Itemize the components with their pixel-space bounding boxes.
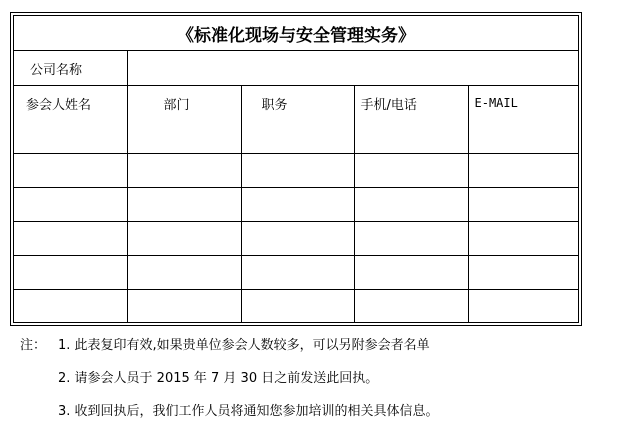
attendee-row [14,120,578,154]
note-item-3: 3. 收到回执后，我们工作人员将通知您参加培训的相关具体信息。 [58,404,439,419]
attendee-cell[interactable] [127,222,241,256]
registration-form-inner [13,15,579,323]
column-header-phone: 手机/电话 [354,86,468,121]
attendee-cell[interactable] [127,290,241,324]
attendee-cell[interactable] [127,256,241,290]
attendee-cell[interactable] [241,154,354,188]
attendee-cell[interactable] [354,120,468,154]
attendee-cell[interactable] [14,188,127,222]
attendee-cell[interactable] [468,188,578,222]
attendee-cell[interactable] [241,222,354,256]
registration-table [14,16,578,323]
attendee-row [14,290,578,324]
note-item-2: 2. 请参会人员于 2015 年 7 月 30 日之前发送此回执。 [58,371,379,386]
attendee-cell[interactable] [241,120,354,154]
company-name-field[interactable] [127,51,578,86]
attendee-cell[interactable] [354,154,468,188]
attendee-cell[interactable] [354,290,468,324]
attendee-cell[interactable] [354,256,468,290]
attendee-rows [14,120,578,323]
attendee-cell[interactable] [468,256,578,290]
column-header-department: 部门 [127,86,241,121]
attendee-row [14,154,578,188]
attendee-cell[interactable] [468,120,578,154]
form-title: 《标准化现场与安全管理实务》 [14,16,578,51]
attendee-row [14,188,578,222]
attendee-cell[interactable] [354,188,468,222]
attendee-cell[interactable] [14,290,127,324]
attendee-row [14,222,578,256]
attendee-cell[interactable] [127,154,241,188]
attendee-cell[interactable] [14,256,127,290]
attendee-cell[interactable] [14,120,127,154]
attendee-cell[interactable] [241,188,354,222]
column-header-name: 参会人姓名 [14,86,127,121]
attendee-cell[interactable] [127,188,241,222]
attendee-cell[interactable] [468,154,578,188]
attendee-row [14,256,578,290]
attendee-cell[interactable] [127,120,241,154]
notes-prefix: 注： [20,338,47,353]
column-header-email: E-MAIL [468,86,578,121]
attendee-cell[interactable] [14,154,127,188]
company-name-label: 公司名称 [14,51,127,86]
attendee-cell[interactable] [468,290,578,324]
note-item-1: 1. 此表复印有效,如果贵单位参会人数较多，可以另附参会者名单 [58,338,430,353]
column-header-position: 职务 [241,86,354,121]
attendee-cell[interactable] [468,222,578,256]
column-header-row [14,86,578,121]
attendee-cell[interactable] [241,290,354,324]
attendee-cell[interactable] [241,256,354,290]
registration-form-frame [10,12,582,326]
attendee-cell[interactable] [354,222,468,256]
attendee-cell[interactable] [14,222,127,256]
